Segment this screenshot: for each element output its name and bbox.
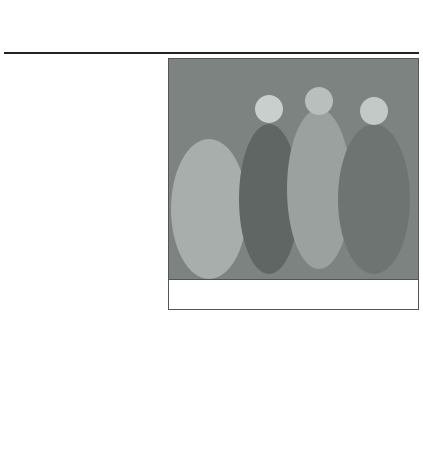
operating-room-photo: [169, 59, 418, 279]
photo-figure-head: [305, 87, 333, 115]
photo-block: [168, 58, 419, 310]
photo-placeholder-graphic: [169, 59, 418, 279]
photo-figure-head: [360, 97, 388, 125]
photo-figure-head: [255, 95, 283, 123]
photo-figure: [171, 139, 247, 279]
lead-column: [4, 58, 164, 310]
photo-caption: [169, 279, 418, 310]
headline-rule: [4, 52, 419, 54]
article-body-text: [4, 314, 419, 472]
photo-figure: [338, 124, 410, 274]
article-headline: [6, 4, 417, 48]
